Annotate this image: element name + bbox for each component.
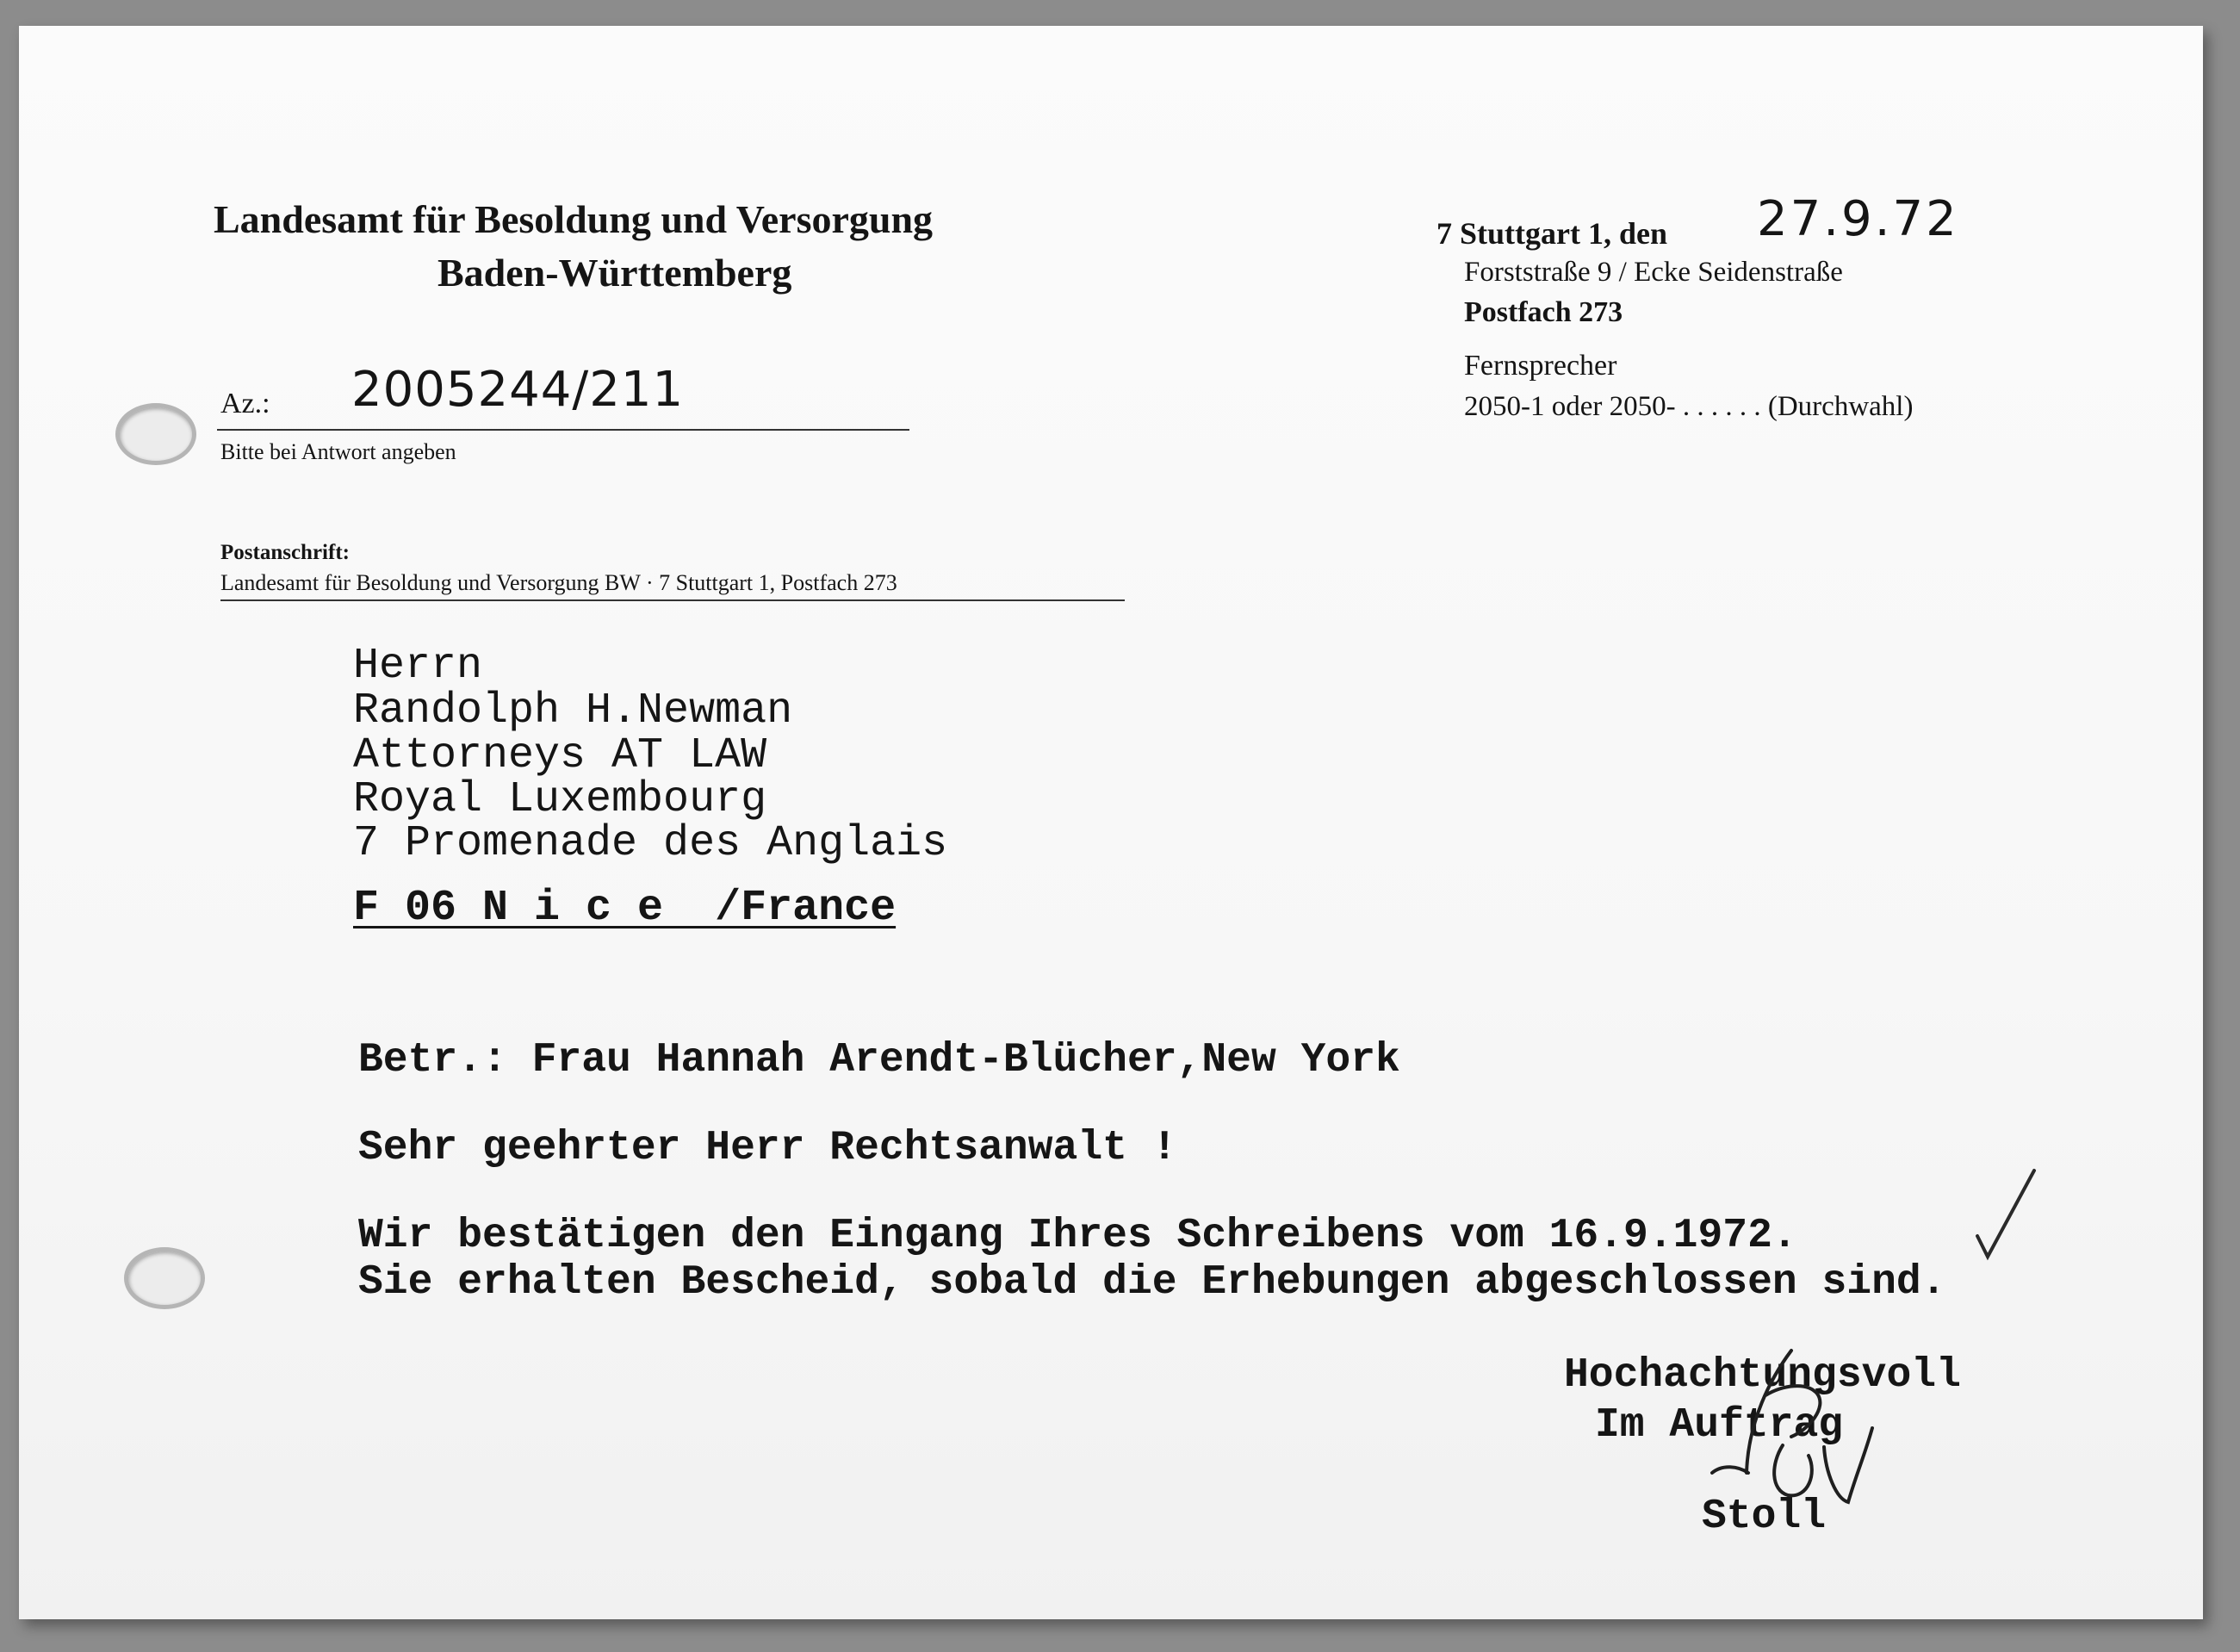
closing-phrase: Hochachtungsvoll (1564, 1352, 1961, 1399)
letter-body-line: Wir bestätigen den Eingang Ihres Schreibens vom 16.9.1972. (358, 1213, 1797, 1259)
letter-greeting: Sehr geehrter Herr Rechtsanwalt ! (358, 1125, 1177, 1171)
recipient-city-country: F 06 N i c e /France (353, 884, 897, 933)
check-mark-icon (1972, 1167, 2041, 1262)
reference-label: Az.: (220, 388, 270, 419)
sender-street: Forststraße 9 / Ecke Seidenstraße (1464, 257, 1843, 288)
punch-hole (115, 403, 196, 465)
postal-address-title: Postanschrift: (220, 541, 350, 564)
phone-numbers: 2050-1 oder 2050- . . . . . . (Durchwahl) (1464, 391, 1914, 422)
organization-name: Landesamt für Besoldung und Versorgung (214, 197, 934, 241)
letter-subject: Betr.: Frau Hannah Arendt-Blücher,New York (358, 1037, 1400, 1084)
letter-body-line: Sie erhalten Bescheid, sobald die Erhebungen abgeschlossen sind. (358, 1259, 1946, 1306)
recipient-name: Randolph H.Newman (353, 686, 793, 736)
letter-date: 27.9.72 (1757, 191, 1959, 247)
reference-hint: Bitte bei Antwort angeben (220, 439, 456, 464)
recipient-street: 7 Promenade des Anglais (353, 819, 948, 868)
signature-mark (1688, 1344, 1912, 1542)
sender-postbox: Postfach 273 (1464, 296, 1623, 328)
postal-address-line: Landesamt für Besoldung und Versorgung BW · 7 Stuttgart 1, Postfach 273 (220, 570, 897, 595)
punch-hole (124, 1247, 205, 1309)
on-behalf-phrase: Im Auftrag (1595, 1402, 1844, 1449)
reference-number: 2005244/211 (351, 362, 685, 418)
recipient-building: Royal Luxembourg (353, 775, 767, 824)
sender-place: 7 Stuttgart 1, den (1436, 216, 1667, 251)
recipient-title: Attorneys AT LAW (353, 731, 767, 780)
postal-address-rule (220, 599, 1125, 601)
reference-underline (217, 429, 909, 431)
recipient-salutation: Herrn (353, 642, 483, 691)
phone-label: Fernsprecher (1464, 350, 1617, 382)
organization-region: Baden-Württemberg (437, 251, 792, 295)
signatory-name: Stoll (1702, 1494, 1827, 1540)
